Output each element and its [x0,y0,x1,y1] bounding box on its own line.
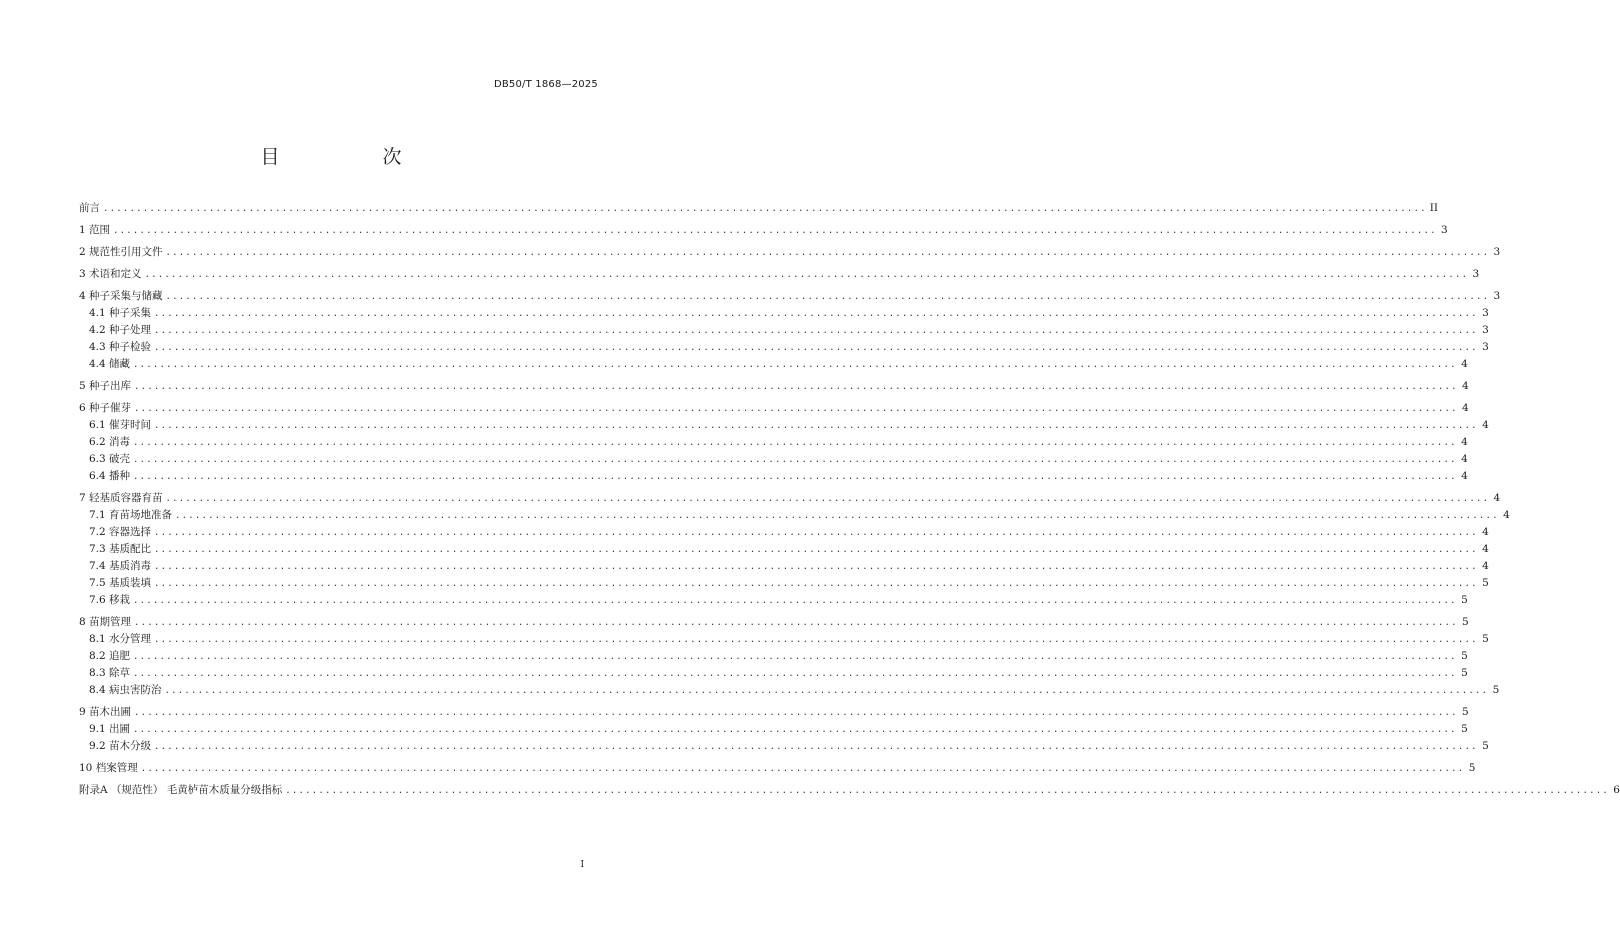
toc-leader-dots: ........................................................................................................................................................................................................ [133,652,1457,662]
toc-leader-dots: ........................................................................................................................................................................................................ [133,669,1457,679]
toc-leader-dots: ........................................................................................................................................................................................................ [164,686,1489,696]
toc-leader-dots: ........................................................................................................................................................................................................ [175,511,1499,521]
toc-entry[interactable] [79,592,1468,609]
toc-leader-dots: ........................................................................................................................................................................................................ [154,326,1478,336]
toc-entry[interactable] [79,782,1620,799]
toc-leader-dots: ........................................................................................................................................................................................................ [133,725,1457,735]
toc-entry-label: 8.4 病虫害防治 [89,684,162,696]
toc-entry[interactable] [79,541,1489,558]
toc-entry-label: 7.5 基质装填 [89,577,152,589]
toc-entry[interactable] [79,490,1501,507]
toc-leader-dots: ........................................................................................................................................................................................................ [154,545,1478,555]
toc-entry[interactable] [79,244,1501,261]
toc-entry-label: 5 种子出库 [79,380,132,392]
toc-entry-label: 7.1 育苗场地准备 [89,509,173,521]
toc-entry-page: 6 [1613,784,1620,796]
toc-entry[interactable] [79,417,1489,434]
toc-entry-page: 5 [1492,684,1500,696]
toc-leader-dots: ........................................................................................................................................................................................................ [154,309,1478,319]
toc-entry[interactable] [79,738,1489,755]
toc-entry-label: 7.3 基质配比 [89,543,152,555]
toc-entry-page: 5 [1461,650,1468,662]
toc-entry-label: 8.2 追肥 [89,650,131,662]
toc-leader-dots: ........................................................................................................................................................................................................ [154,343,1478,353]
toc-entry[interactable] [79,704,1469,721]
toc-entry-label: 8.3 除草 [89,667,131,679]
toc-entry-page: 4 [1482,419,1489,431]
toc-entry[interactable] [79,400,1469,417]
toc-entry[interactable] [79,665,1468,682]
toc-entry-label: 1 范围 [79,224,111,236]
toc-entry[interactable] [79,266,1480,283]
toc-entry-label: 8 苗期管理 [79,616,132,628]
toc-entry-label: 4 种子采集与储藏 [79,290,163,302]
toc-leader-dots: ........................................................................................................................................................................................................ [285,786,1609,796]
toc-entry-page: II [1429,202,1438,214]
page-title: 目 次 [260,146,444,168]
toc-entry-page: 4 [1461,470,1468,482]
toc-entry-page: 3 [1441,224,1448,236]
toc-entry-label: 10 档案管理 [79,762,138,774]
toc-entry-label: 附录A （规范性） 毛黄栌苗木质量分级指标 [79,784,283,796]
toc-entry-label: 7 轻基质容器育苗 [79,492,163,504]
toc-entry-page: 5 [1482,577,1489,589]
toc-entry-page: 5 [1461,594,1468,606]
toc-entry-page: 4 [1462,380,1469,392]
toc-entry-page: 3 [1472,268,1480,280]
toc-entry-label: 2 规范性引用文件 [79,246,163,258]
toc-entry[interactable] [79,760,1476,777]
toc-entry-page: 4 [1461,358,1468,370]
toc-entry[interactable] [79,200,1438,217]
toc-entry[interactable] [79,305,1489,322]
toc-entry-label: 6.4 播种 [89,470,131,482]
toc-leader-dots: ........................................................................................................................................................................................................ [144,270,1469,280]
toc-entry-page: 3 [1482,341,1489,353]
toc-entry[interactable] [79,288,1501,305]
toc-entry-label: 4.4 储藏 [89,358,131,370]
toc-entry[interactable] [79,524,1489,541]
toc-entry[interactable] [79,222,1448,239]
toc-entry-label: 4.2 种子处理 [89,324,152,336]
toc-entry[interactable] [79,682,1500,699]
toc-entry[interactable] [79,648,1468,665]
toc-leader-dots: ........................................................................................................................................................................................................ [154,528,1478,538]
toc-entry-page: 4 [1461,436,1468,448]
toc-entry-label: 6.3 破壳 [89,453,131,465]
toc-entry-label: 8.1 水分管理 [89,633,152,645]
toc-leader-dots: ........................................................................................................................................................................................................ [165,292,1490,302]
toc-leader-dots: ........................................................................................................................................................................................................ [154,635,1478,645]
toc-entry[interactable] [79,434,1468,451]
toc-entry-page: 5 [1468,762,1476,774]
toc-leader-dots: ........................................................................................................................................................................................................ [134,404,1458,414]
toc-entry[interactable] [79,507,1510,524]
toc-entry-label: 7.4 基质消毒 [89,560,152,572]
toc-entry[interactable] [79,378,1469,395]
toc-entry-label: 9.2 苗木分级 [89,740,152,752]
toc-leader-dots: ........................................................................................................................................................................................................ [154,579,1478,589]
toc-entry[interactable] [79,339,1489,356]
toc-entry-page: 5 [1462,706,1469,718]
toc-leader-dots: ........................................................................................................................................................................................................ [103,204,1427,214]
toc-entry-page: 4 [1503,509,1510,521]
toc-leader-dots: ........................................................................................................................................................................................................ [134,708,1458,718]
toc-entry-page: 4 [1462,402,1469,414]
toc-entry-page: 3 [1482,307,1489,319]
toc-leader-dots: ........................................................................................................................................................................................................ [133,596,1457,606]
toc-entry-page: 4 [1482,526,1489,538]
toc-entry[interactable] [79,451,1468,468]
toc-entry-page: 3 [1493,290,1501,302]
toc-leader-dots: ........................................................................................................................................................................................................ [134,382,1458,392]
toc-entry-label: 7.2 容器选择 [89,526,152,538]
toc-entry-page: 5 [1461,667,1468,679]
toc-entry-page: 5 [1482,633,1489,645]
standard-code: DB50/T 1868—2025 [493,79,598,90]
toc-leader-dots: ........................................................................................................................................................................................................ [133,360,1457,370]
toc-entry-label: 4.3 种子检验 [89,341,152,353]
toc-leader-dots: ........................................................................................................................................................................................................ [165,494,1490,504]
toc-leader-dots: ........................................................................................................................................................................................................ [165,248,1490,258]
toc-leader-dots: ........................................................................................................................................................................................................ [113,226,1437,236]
page-number: I [580,860,584,870]
toc-entry-page: 5 [1461,723,1468,735]
toc-entry-label: 3 术语和定义 [79,268,142,280]
toc-entry[interactable] [79,322,1489,339]
toc-entry[interactable] [79,356,1468,373]
toc-leader-dots: ........................................................................................................................................................................................................ [133,455,1457,465]
toc-entry-page: 5 [1462,616,1469,628]
toc-entry-page: 4 [1461,453,1468,465]
toc-leader-dots: ........................................................................................................................................................................................................ [133,472,1457,482]
toc-entry-label: 6 种子催芽 [79,402,132,414]
toc-entry-page: 4 [1493,492,1501,504]
toc-entry-label: 7.6 移栽 [89,594,131,606]
toc-entry[interactable] [79,631,1489,648]
toc-entry-label: 9.1 出圃 [89,723,131,735]
toc-entry[interactable] [79,558,1489,575]
toc-entry-label: 前言 [79,202,100,214]
toc-leader-dots: ........................................................................................................................................................................................................ [154,742,1478,752]
toc-leader-dots: ........................................................................................................................................................................................................ [154,421,1478,431]
toc-leader-dots: ........................................................................................................................................................................................................ [133,438,1457,448]
toc-entry[interactable] [79,721,1468,738]
toc-entry[interactable] [79,468,1468,485]
toc-entry-page: 5 [1482,740,1489,752]
toc-leader-dots: ........................................................................................................................................................................................................ [134,618,1458,628]
toc-leader-dots: ........................................................................................................................................................................................................ [154,562,1478,572]
toc-entry[interactable] [79,614,1469,631]
toc-entry-page: 3 [1493,246,1501,258]
toc-leader-dots: ........................................................................................................................................................................................................ [140,764,1465,774]
toc-entry[interactable] [79,575,1489,592]
toc-entry-label: 6.1 催芽时间 [89,419,152,431]
toc-entry-label: 4.1 种子采集 [89,307,152,319]
toc-entry-label: 9 苗木出圃 [79,706,132,718]
toc-entry-page: 3 [1482,324,1489,336]
toc-entry-page: 4 [1482,543,1489,555]
table-of-contents [79,200,1620,799]
toc-entry-page: 4 [1482,560,1489,572]
toc-entry-label: 6.2 消毒 [89,436,131,448]
